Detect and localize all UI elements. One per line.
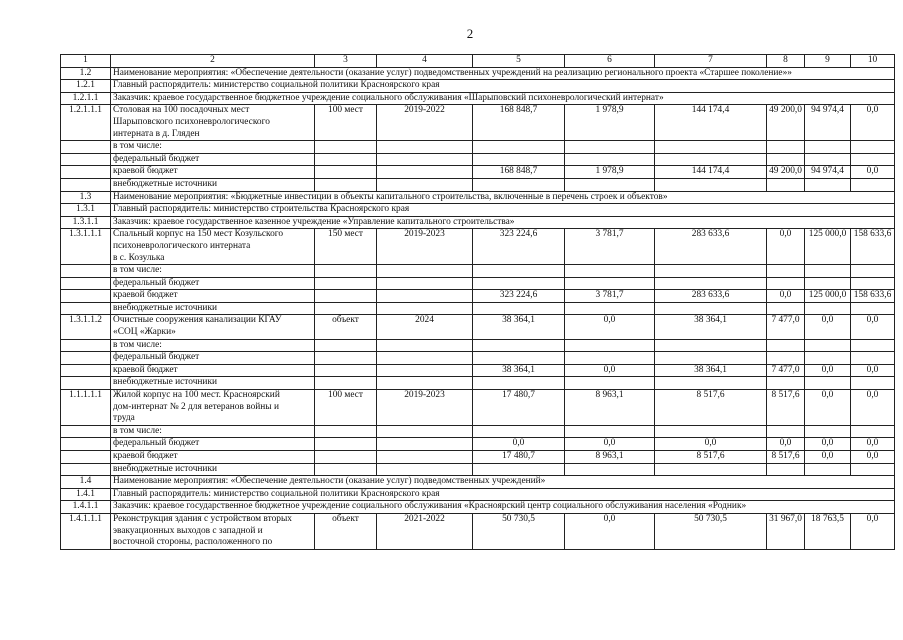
row-number-cell: [61, 352, 111, 365]
funding-source-cell: внебюджетные источники: [111, 463, 315, 476]
value-cell: 323 224,6: [473, 290, 565, 303]
funding-source-cell: внебюджетные источники: [111, 377, 315, 390]
value-cell: [851, 339, 895, 352]
value-cell: [851, 178, 895, 191]
value-cell: [655, 377, 767, 390]
value-cell: 50 730,5: [655, 513, 767, 549]
value-cell: объект: [315, 513, 377, 549]
value-cell: [655, 277, 767, 290]
value-cell: 0,0: [565, 438, 655, 451]
value-cell: 0,0: [851, 315, 895, 339]
funding-source-cell: краевой бюджет: [111, 166, 315, 179]
row-number-cell: [61, 438, 111, 451]
column-number-cell: 4: [377, 55, 473, 68]
value-cell: [767, 277, 805, 290]
section-row: [61, 92, 895, 105]
value-cell: [851, 153, 895, 166]
value-cell: 125 000,0: [805, 290, 851, 303]
value-cell: [377, 364, 473, 377]
funding-source-cell: в том числе:: [111, 265, 315, 278]
row-number-cell: [61, 451, 111, 464]
row-number-cell: 1.2: [61, 67, 111, 80]
value-cell: [315, 277, 377, 290]
value-cell: [315, 352, 377, 365]
row-number-cell: 1.3.1: [61, 204, 111, 217]
value-cell: [767, 153, 805, 166]
value-cell: 0,0: [565, 315, 655, 339]
funding-row: [61, 364, 895, 377]
section-row: [61, 204, 895, 217]
value-cell: 0,0: [805, 315, 851, 339]
column-number-cell: 8: [767, 55, 805, 68]
row-number-cell: 1.4.1.1.1: [61, 513, 111, 549]
value-cell: 2021-2022: [377, 513, 473, 549]
value-cell: [377, 141, 473, 154]
value-cell: [565, 178, 655, 191]
value-cell: [565, 302, 655, 315]
value-cell: 0,0: [805, 438, 851, 451]
value-cell: [655, 153, 767, 166]
value-cell: [767, 425, 805, 438]
section-title-cell: Наименование мероприятия: «Обеспечение деятельности (оказание услуг) подведомственных учреждений»: [111, 476, 895, 489]
value-cell: 8 517,6: [767, 390, 805, 426]
funding-source-cell: федеральный бюджет: [111, 153, 315, 166]
value-cell: 0,0: [473, 438, 565, 451]
value-cell: [655, 265, 767, 278]
row-number-cell: 1.2.1.1: [61, 92, 111, 105]
value-cell: объект: [315, 315, 377, 339]
object-row: [61, 390, 895, 426]
value-cell: 38 364,1: [655, 364, 767, 377]
funding-source-cell: краевой бюджет: [111, 290, 315, 303]
funding-row: [61, 451, 895, 464]
funding-row: [61, 265, 895, 278]
value-cell: [805, 463, 851, 476]
row-number-cell: [61, 265, 111, 278]
value-cell: [377, 463, 473, 476]
value-cell: 0,0: [851, 166, 895, 179]
funding-source-cell: внебюджетные источники: [111, 302, 315, 315]
value-cell: 38 364,1: [655, 315, 767, 339]
column-number-cell: 2: [111, 55, 315, 68]
section-title-cell: Наименование мероприятия: «Бюджетные инвестиции в объекты капитального строительства, включенные в перечень строек и объектов»: [111, 191, 895, 204]
value-cell: [565, 141, 655, 154]
value-cell: 0,0: [767, 290, 805, 303]
section-title-cell: Заказчик: краевое государственное бюджетное учреждение социального обслуживания «Красноярский центр социального обслуживания населения «Родник»: [111, 501, 895, 514]
program-table: [60, 54, 895, 550]
object-name-cell: Очистные сооружения канализации КГАУ «СОЦ «Жарки»: [111, 315, 315, 339]
value-cell: [767, 377, 805, 390]
value-cell: 49 200,0: [767, 105, 805, 141]
value-cell: [805, 178, 851, 191]
section-row: [61, 476, 895, 489]
section-row: [61, 501, 895, 514]
column-number-cell: 7: [655, 55, 767, 68]
value-cell: 1 978,9: [565, 105, 655, 141]
value-cell: [315, 302, 377, 315]
funding-row: [61, 290, 895, 303]
value-cell: [315, 153, 377, 166]
row-number-cell: 1.3.1.1.1: [61, 229, 111, 265]
value-cell: 7 477,0: [767, 315, 805, 339]
value-cell: [377, 178, 473, 191]
value-cell: [805, 265, 851, 278]
value-cell: [377, 302, 473, 315]
section-title-cell: Заказчик: краевое государственное бюджетное учреждение социального обслуживания «Шарыповский психоневрологический интернат»: [111, 92, 895, 105]
value-cell: [655, 425, 767, 438]
section-title-cell: Главный распорядитель: министерство социальной политики Красноярского края: [111, 488, 895, 501]
section-row: [61, 216, 895, 229]
column-number-cell: 9: [805, 55, 851, 68]
funding-row: [61, 166, 895, 179]
row-number-cell: [61, 364, 111, 377]
value-cell: [473, 153, 565, 166]
value-cell: 150 мест: [315, 229, 377, 265]
value-cell: [315, 425, 377, 438]
value-cell: [315, 438, 377, 451]
value-cell: [473, 339, 565, 352]
value-cell: [377, 166, 473, 179]
value-cell: 31 967,0: [767, 513, 805, 549]
value-cell: [767, 178, 805, 191]
value-cell: 0,0: [851, 364, 895, 377]
object-row: [61, 229, 895, 265]
value-cell: 0,0: [565, 513, 655, 549]
row-number-cell: [61, 166, 111, 179]
object-row: [61, 513, 895, 549]
value-cell: 17 480,7: [473, 451, 565, 464]
value-cell: [377, 352, 473, 365]
object-row: [61, 315, 895, 339]
value-cell: [805, 302, 851, 315]
column-number-cell: 10: [851, 55, 895, 68]
funding-source-cell: федеральный бюджет: [111, 277, 315, 290]
funding-source-cell: внебюджетные источники: [111, 178, 315, 191]
value-cell: 0,0: [851, 513, 895, 549]
funding-row: [61, 463, 895, 476]
value-cell: 50 730,5: [473, 513, 565, 549]
value-cell: [565, 377, 655, 390]
funding-row: [61, 377, 895, 390]
value-cell: [315, 339, 377, 352]
row-number-cell: 1.4.1: [61, 488, 111, 501]
value-cell: 8 517,6: [655, 451, 767, 464]
value-cell: [377, 438, 473, 451]
value-cell: 8 963,1: [565, 390, 655, 426]
value-cell: [377, 277, 473, 290]
row-number-cell: [61, 425, 111, 438]
funding-row: [61, 178, 895, 191]
value-cell: [377, 377, 473, 390]
value-cell: [473, 425, 565, 438]
value-cell: 2019-2023: [377, 390, 473, 426]
column-number-row: [61, 55, 895, 68]
object-name-cell: Столовая на 100 посадочных мест Шарыповского психоневрологического интерната в д. Гляден: [111, 105, 315, 141]
value-cell: 0,0: [805, 451, 851, 464]
funding-source-cell: в том числе:: [111, 339, 315, 352]
row-number-cell: 1.3.1.1: [61, 216, 111, 229]
value-cell: [315, 290, 377, 303]
value-cell: 18 763,5: [805, 513, 851, 549]
value-cell: 168 848,7: [473, 105, 565, 141]
row-number-cell: [61, 141, 111, 154]
value-cell: [655, 302, 767, 315]
value-cell: [805, 339, 851, 352]
row-number-cell: 1.2.1: [61, 80, 111, 93]
funding-row: [61, 141, 895, 154]
funding-row: [61, 302, 895, 315]
row-number-cell: 1.4.1.1: [61, 501, 111, 514]
column-number-cell: 1: [61, 55, 111, 68]
value-cell: 0,0: [655, 438, 767, 451]
value-cell: [767, 352, 805, 365]
value-cell: 100 мест: [315, 390, 377, 426]
row-number-cell: [61, 290, 111, 303]
funding-source-cell: краевой бюджет: [111, 451, 315, 464]
row-number-cell: [61, 178, 111, 191]
value-cell: 8 517,6: [655, 390, 767, 426]
column-number-cell: 3: [315, 55, 377, 68]
row-number-cell: 1.4: [61, 476, 111, 489]
value-cell: 38 364,1: [473, 315, 565, 339]
value-cell: 158 633,6: [851, 290, 895, 303]
value-cell: 3 781,7: [565, 229, 655, 265]
value-cell: 144 174,4: [655, 166, 767, 179]
value-cell: [805, 377, 851, 390]
value-cell: 283 633,6: [655, 290, 767, 303]
column-number-cell: 5: [473, 55, 565, 68]
value-cell: 144 174,4: [655, 105, 767, 141]
section-title-cell: Заказчик: краевое государственное казенное учреждение «Управление капитального строительства»: [111, 216, 895, 229]
page-number: 2: [466, 26, 474, 41]
value-cell: [655, 339, 767, 352]
funding-row: [61, 339, 895, 352]
value-cell: 0,0: [767, 229, 805, 265]
value-cell: [315, 377, 377, 390]
value-cell: [851, 265, 895, 278]
object-name-cell: Спальный корпус на 150 мест Козульского психоневрологического интерната в с. Козулька: [111, 229, 315, 265]
value-cell: 2019-2022: [377, 105, 473, 141]
row-number-cell: [61, 277, 111, 290]
value-cell: [473, 265, 565, 278]
value-cell: [565, 339, 655, 352]
value-cell: [851, 141, 895, 154]
value-cell: [851, 277, 895, 290]
value-cell: [377, 425, 473, 438]
value-cell: [315, 463, 377, 476]
value-cell: 2024: [377, 315, 473, 339]
value-cell: [315, 364, 377, 377]
value-cell: [767, 302, 805, 315]
value-cell: 0,0: [805, 364, 851, 377]
section-row: [61, 488, 895, 501]
value-cell: [565, 277, 655, 290]
value-cell: [473, 463, 565, 476]
value-cell: [377, 339, 473, 352]
value-cell: 0,0: [851, 390, 895, 426]
value-cell: [565, 463, 655, 476]
value-cell: [851, 463, 895, 476]
value-cell: [377, 153, 473, 166]
section-row: [61, 80, 895, 93]
value-cell: [473, 302, 565, 315]
object-name-cell: Жилой корпус на 100 мест. Красноярский дом-интернат № 2 для ветеранов войны и труда: [111, 390, 315, 426]
value-cell: [805, 352, 851, 365]
section-title-cell: Главный распорядитель: министерство строительства Красноярского края: [111, 204, 895, 217]
row-number-cell: 1.1.1.1.1: [61, 390, 111, 426]
value-cell: [655, 141, 767, 154]
value-cell: [767, 265, 805, 278]
funding-source-cell: краевой бюджет: [111, 364, 315, 377]
value-cell: 0,0: [565, 364, 655, 377]
value-cell: 7 477,0: [767, 364, 805, 377]
value-cell: [805, 277, 851, 290]
value-cell: [655, 463, 767, 476]
value-cell: 0,0: [851, 438, 895, 451]
value-cell: 323 224,6: [473, 229, 565, 265]
value-cell: 0,0: [805, 390, 851, 426]
column-number-cell: 6: [565, 55, 655, 68]
value-cell: 283 633,6: [655, 229, 767, 265]
value-cell: [805, 141, 851, 154]
value-cell: 125 000,0: [805, 229, 851, 265]
value-cell: [805, 153, 851, 166]
value-cell: [851, 377, 895, 390]
value-cell: [377, 290, 473, 303]
value-cell: [655, 352, 767, 365]
value-cell: [767, 463, 805, 476]
row-number-cell: [61, 339, 111, 352]
funding-row: [61, 352, 895, 365]
value-cell: [565, 425, 655, 438]
value-cell: [565, 153, 655, 166]
value-cell: [473, 141, 565, 154]
value-cell: [377, 265, 473, 278]
row-number-cell: 1.3.1.1.2: [61, 315, 111, 339]
value-cell: 168 848,7: [473, 166, 565, 179]
value-cell: 8 963,1: [565, 451, 655, 464]
value-cell: 2019-2023: [377, 229, 473, 265]
value-cell: [805, 425, 851, 438]
value-cell: 0,0: [851, 105, 895, 141]
value-cell: 8 517,6: [767, 451, 805, 464]
value-cell: 94 974,4: [805, 166, 851, 179]
row-number-cell: [61, 153, 111, 166]
value-cell: 38 364,1: [473, 364, 565, 377]
value-cell: 158 633,6: [851, 229, 895, 265]
value-cell: 3 781,7: [565, 290, 655, 303]
object-row: [61, 105, 895, 141]
value-cell: [851, 425, 895, 438]
section-title-cell: Главный распорядитель: министерство социальной политики Красноярского края: [111, 80, 895, 93]
value-cell: [851, 302, 895, 315]
funding-source-cell: федеральный бюджет: [111, 352, 315, 365]
value-cell: [473, 277, 565, 290]
value-cell: [377, 451, 473, 464]
value-cell: [767, 339, 805, 352]
funding-source-cell: в том числе:: [111, 425, 315, 438]
value-cell: [315, 265, 377, 278]
row-number-cell: 1.3: [61, 191, 111, 204]
section-title-cell: Наименование мероприятия: «Обеспечение деятельности (оказание услуг) подведомственных учреждений на реализацию регионального проекта «Старшее поколение»»: [111, 67, 895, 80]
value-cell: [315, 141, 377, 154]
row-number-cell: [61, 463, 111, 476]
value-cell: [565, 352, 655, 365]
value-cell: 100 мест: [315, 105, 377, 141]
object-name-cell: Реконструкция здания с устройством вторых эвакуационных выходов с западной и восточной стороны, расположенного по: [111, 513, 315, 549]
value-cell: [851, 352, 895, 365]
value-cell: [315, 166, 377, 179]
value-cell: 0,0: [851, 451, 895, 464]
value-cell: [315, 451, 377, 464]
value-cell: 49 200,0: [767, 166, 805, 179]
funding-row: [61, 153, 895, 166]
funding-source-cell: федеральный бюджет: [111, 438, 315, 451]
value-cell: 0,0: [767, 438, 805, 451]
value-cell: 94 974,4: [805, 105, 851, 141]
row-number-cell: 1.2.1.1.1: [61, 105, 111, 141]
value-cell: [655, 178, 767, 191]
value-cell: [767, 141, 805, 154]
funding-source-cell: в том числе:: [111, 141, 315, 154]
value-cell: 17 480,7: [473, 390, 565, 426]
value-cell: 1 978,9: [565, 166, 655, 179]
funding-row: [61, 425, 895, 438]
section-row: [61, 191, 895, 204]
section-row: [61, 67, 895, 80]
value-cell: [565, 265, 655, 278]
value-cell: [473, 377, 565, 390]
value-cell: [315, 178, 377, 191]
row-number-cell: [61, 377, 111, 390]
value-cell: [473, 352, 565, 365]
funding-row: [61, 277, 895, 290]
funding-row: [61, 438, 895, 451]
row-number-cell: [61, 302, 111, 315]
value-cell: [473, 178, 565, 191]
